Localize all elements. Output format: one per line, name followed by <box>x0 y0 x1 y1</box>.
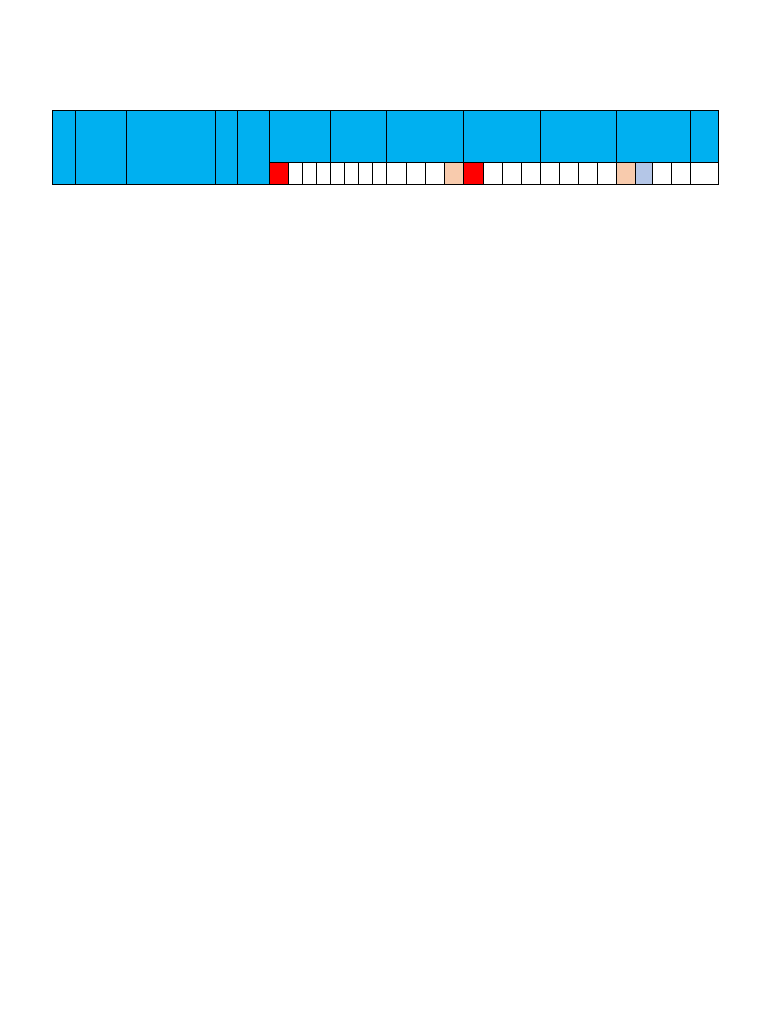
month-oktober <box>464 111 541 163</box>
header-ket <box>691 111 719 163</box>
header-alokasi <box>238 111 270 185</box>
week-cell <box>426 163 445 185</box>
week-cell <box>387 163 407 185</box>
week-cell <box>345 163 359 185</box>
week-cell <box>484 163 503 185</box>
week-cell <box>407 163 426 185</box>
week-cell <box>303 163 317 185</box>
week-cell <box>373 163 387 185</box>
header-pertemuan <box>216 111 238 185</box>
week-cell <box>579 163 598 185</box>
week-cell <box>464 163 484 185</box>
week-cell <box>653 163 672 185</box>
header-elemen <box>76 111 127 185</box>
week-cell <box>598 163 617 185</box>
week-cell <box>560 163 579 185</box>
month-juli <box>270 111 331 163</box>
header-pembelajaran <box>53 111 76 185</box>
week-cell <box>331 163 345 185</box>
week-cell <box>445 163 464 185</box>
month-november <box>541 111 617 163</box>
month-desember <box>617 111 691 163</box>
week-cell <box>359 163 373 185</box>
header-materi <box>127 111 216 185</box>
week-cell <box>522 163 541 185</box>
schedule-table-top <box>52 110 719 185</box>
ket-cell <box>691 163 719 185</box>
month-agustus <box>331 111 387 163</box>
week-cell <box>289 163 303 185</box>
month-september <box>387 111 464 163</box>
week-cell <box>672 163 691 185</box>
week-cell <box>636 163 653 185</box>
week-cell <box>503 163 522 185</box>
week-cell <box>270 163 289 185</box>
week-cell <box>541 163 560 185</box>
week-cell <box>317 163 331 185</box>
week-cell <box>617 163 636 185</box>
